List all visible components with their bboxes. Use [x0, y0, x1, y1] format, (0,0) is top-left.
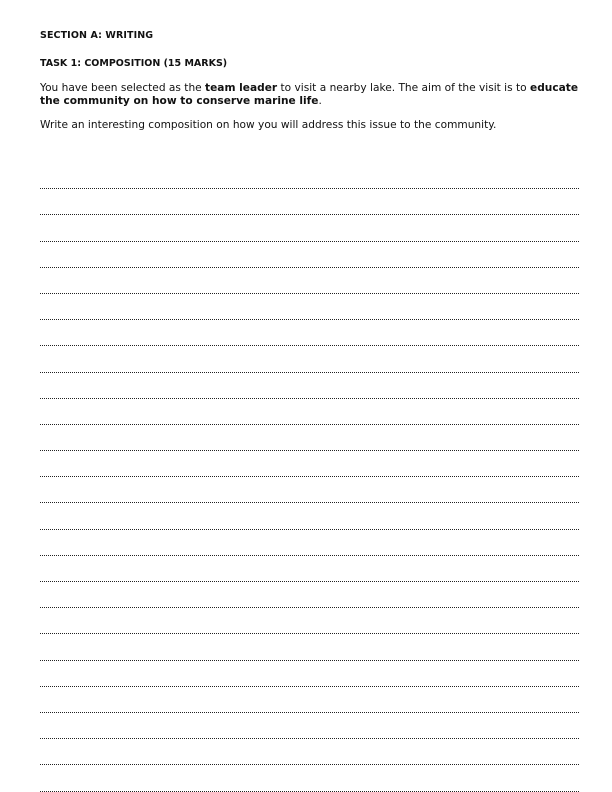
writing-line[interactable]	[40, 713, 579, 739]
writing-line[interactable]	[40, 530, 579, 556]
task-prompt	[40, 82, 580, 107]
task-instruction: Write an interesting composition on how you will address this issue to the community.	[40, 119, 497, 131]
writing-line[interactable]	[40, 425, 579, 451]
writing-line[interactable]	[40, 373, 579, 399]
writing-line[interactable]	[40, 399, 579, 425]
writing-line[interactable]	[40, 765, 579, 791]
writing-line[interactable]	[40, 608, 579, 634]
writing-line[interactable]	[40, 163, 579, 189]
exam-page	[40, 30, 580, 138]
prompt-bold-1: team leader	[205, 82, 278, 94]
writing-line[interactable]	[40, 661, 579, 687]
writing-line[interactable]	[40, 503, 579, 529]
prompt-bold-2: educate the community on how to conserve marine life	[40, 82, 579, 107]
writing-line[interactable]	[40, 242, 579, 268]
task-heading: TASK 1: COMPOSITION (15 MARKS)	[40, 58, 228, 69]
writing-line[interactable]	[40, 215, 579, 241]
writing-lines[interactable]	[40, 163, 579, 792]
writing-line[interactable]	[40, 294, 579, 320]
writing-line[interactable]	[40, 739, 579, 765]
prompt-text-1: You have been selected as the	[40, 82, 206, 94]
prompt-text-2: to visit a nearby lake. The aim of the visit is to	[277, 82, 531, 94]
writing-line[interactable]	[40, 687, 579, 713]
writing-line[interactable]	[40, 346, 579, 372]
writing-line[interactable]	[40, 451, 579, 477]
writing-line[interactable]	[40, 582, 579, 608]
writing-line[interactable]	[40, 477, 579, 503]
writing-line[interactable]	[40, 320, 579, 346]
writing-line[interactable]	[40, 189, 579, 215]
writing-line[interactable]	[40, 634, 579, 660]
prompt-text-3: .	[318, 94, 322, 107]
section-heading: SECTION A: WRITING	[40, 30, 154, 41]
writing-line[interactable]	[40, 268, 579, 294]
writing-line[interactable]	[40, 556, 579, 582]
